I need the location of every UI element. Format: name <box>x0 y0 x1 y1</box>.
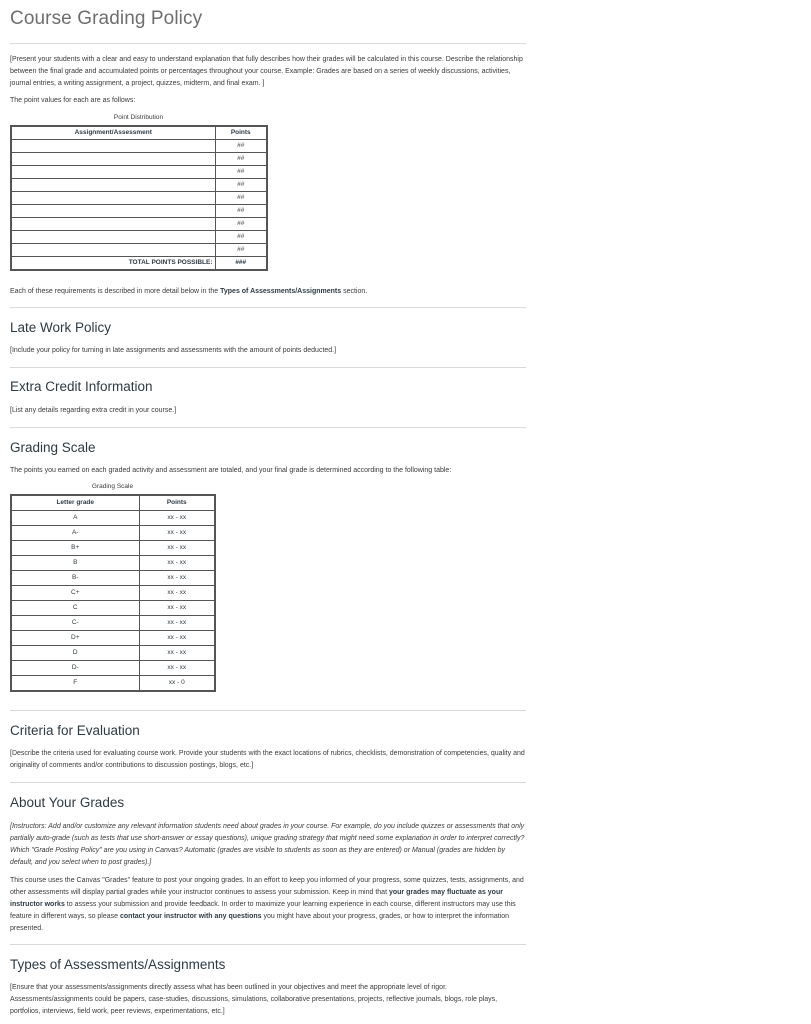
points-range-cell: xx - xx <box>139 556 215 571</box>
assignment-cell <box>11 166 215 179</box>
about-grades-body: This course uses the Canvas "Grades" feature to post your ongoing grades. In an effort to keep you informed of your progress, some quizzes, tests, assignments, and other assessments will display partial grades while your instructor continues to assess your submission. Keep in mind that your grades may fluctuate as your instructor works to assess your submission and provide feedback. In order to maximize your learning experience in each course, different instructors may use this feature in different ways, so please contact your instructor with any questions you might have about your progress, grades, or how to interpret the information presented. <box>10 877 524 932</box>
table-row <box>11 571 215 586</box>
points-range-cell: xx - 0 <box>139 676 215 692</box>
letter-grade-cell: D- <box>11 661 139 676</box>
letter-grade-cell: B- <box>11 571 139 586</box>
grading-scale-table <box>10 494 216 692</box>
column-header-assignment: Assignment/Assessment <box>11 126 215 140</box>
letter-grade-cell: C+ <box>11 586 139 601</box>
points-range-cell: xx - xx <box>139 571 215 586</box>
assignment-cell <box>11 231 215 244</box>
assignment-cell <box>11 244 215 257</box>
letter-grade-cell: C <box>11 601 139 616</box>
table-row <box>11 218 267 231</box>
assignment-cell <box>11 153 215 166</box>
grading-scale-heading: Grading Scale <box>10 440 96 455</box>
total-points-value: ### <box>215 257 267 271</box>
requirements-note: Each of these requirements is described in more detail below in the Types of Assessments/Assignments section. <box>10 288 368 295</box>
letter-grade-cell: D+ <box>11 631 139 646</box>
table-row <box>11 140 267 153</box>
points-cell: ## <box>215 153 267 166</box>
extra-credit-heading: Extra Credit Information <box>10 379 153 394</box>
types-heading: Types of Assessments/Assignments <box>10 957 226 972</box>
divider <box>10 43 526 44</box>
divider <box>10 367 526 368</box>
points-range-cell: xx - xx <box>139 616 215 631</box>
assignment-cell <box>11 205 215 218</box>
points-cell: ## <box>215 244 267 257</box>
intro-text: [Present your students with a clear and easy to understand explanation that fully describes how their grades will be calculated in this course. Describe the relationship between the final grade and accumulated points or percentages throughout your course. Example: Grades are based on a series of weekly discussions, activities, journal entries, a writing assignment, a project, quizzes, midterm, and final exam. ] <box>10 56 523 87</box>
points-range-cell: xx - xx <box>139 511 215 526</box>
criteria-text: [Describe the criteria used for evaluating course work. Provide your students with the exact locations of rubrics, checklists, demonstration of competencies, quality and originality of comments and/or contributions to discussion postings, blogs, etc.] <box>10 750 525 769</box>
page-title: Course Grading Policy <box>10 8 203 29</box>
late-work-heading: Late Work Policy <box>10 320 112 335</box>
table-row <box>11 586 215 601</box>
table-row <box>11 526 215 541</box>
points-range-cell: xx - xx <box>139 646 215 661</box>
divider <box>10 944 526 945</box>
total-points-label: TOTAL POINTS POSSIBLE: <box>11 257 215 271</box>
table-row <box>11 166 267 179</box>
grading-scale-caption: Grading Scale <box>91 483 134 490</box>
points-cell: ## <box>215 205 267 218</box>
table-row <box>11 541 215 556</box>
column-header-points: Points <box>215 126 267 140</box>
table-row <box>11 676 215 692</box>
points-cell: ## <box>215 218 267 231</box>
assignment-cell <box>11 192 215 205</box>
divider <box>10 710 526 711</box>
table-row <box>11 153 267 166</box>
about-grades-heading: About Your Grades <box>10 795 125 810</box>
table-row <box>11 556 215 571</box>
divider <box>10 782 526 783</box>
grades-fluctuate-emphasis: your grades may fluctuate as your instructor works <box>10 889 503 908</box>
points-range-cell: xx - xx <box>139 541 215 556</box>
letter-grade-cell: F <box>11 676 139 692</box>
table-row <box>11 631 215 646</box>
divider <box>10 307 526 308</box>
table-row <box>11 231 267 244</box>
instructor-note: [Instructors: Add and/or customize any relevant information students need about grades in your course. For example, do you include quizzes or assessments that only partially auto-grade (such as tests that use short-answer or essay questions), unique grading strategy that might need some explanation in order to interpret correctly? Which "Grade Posting Policy" are you using in Canvas? Automatic (grades are visible to students as soon as they are entered) or Manual (grades are hidden by default, and you select when to post grades).] <box>10 823 525 866</box>
assignment-cell <box>11 179 215 192</box>
letter-grade-cell: A <box>11 511 139 526</box>
points-cell: ## <box>215 179 267 192</box>
table-row <box>11 616 215 631</box>
column-header-letter-grade: Letter grade <box>11 495 139 511</box>
table-row <box>11 601 215 616</box>
types-text: [Ensure that your assessments/assignments directly assess what has been outlined in your objectives and meet the appropriate level of rigor. Assessments/assignments could be papers, case-studies, discussions, simulations, collaborative presentations, projects, reflective journals, blogs, role plays, portfolios, interviews, field work, peer reviews, experimentations, etc.] <box>10 984 498 1015</box>
points-range-cell: xx - xx <box>139 601 215 616</box>
extra-credit-text: [List any details regarding extra credit in your course.] <box>10 407 177 414</box>
table-row <box>11 205 267 218</box>
points-range-cell: xx - xx <box>139 661 215 676</box>
criteria-heading: Criteria for Evaluation <box>10 723 140 738</box>
types-section-reference: Types of Assessments/Assignments <box>220 288 342 295</box>
table-row <box>11 192 267 205</box>
point-distribution-caption: Point Distribution <box>113 114 164 121</box>
total-row <box>11 257 267 271</box>
points-cell: ## <box>215 140 267 153</box>
points-cell: ## <box>215 231 267 244</box>
points-range-cell: xx - xx <box>139 526 215 541</box>
point-values-text: The point values for each are as follows: <box>10 97 136 104</box>
letter-grade-cell: B+ <box>11 541 139 556</box>
points-cell: ## <box>215 166 267 179</box>
assignment-cell <box>11 140 215 153</box>
assignment-cell <box>11 218 215 231</box>
table-row <box>11 661 215 676</box>
divider <box>10 427 526 428</box>
letter-grade-cell: D <box>11 646 139 661</box>
points-range-cell: xx - xx <box>139 586 215 601</box>
point-distribution-table <box>10 125 268 271</box>
letter-grade-cell: B <box>11 556 139 571</box>
letter-grade-cell: C- <box>11 616 139 631</box>
table-row <box>11 511 215 526</box>
points-range-cell: xx - xx <box>139 631 215 646</box>
table-row <box>11 179 267 192</box>
table-row <box>11 244 267 257</box>
column-header-points: Points <box>139 495 215 511</box>
grading-scale-text: The points you earned on each graded activity and assessment are totaled, and your final grade is determined according to the following table: <box>10 467 452 474</box>
contact-instructor-emphasis: contact your instructor with any questions <box>120 913 262 920</box>
table-row <box>11 646 215 661</box>
points-cell: ## <box>215 192 267 205</box>
late-work-text: [Include your policy for turning in late assignments and assessments with the amount of points deducted.] <box>10 347 337 354</box>
letter-grade-cell: A- <box>11 526 139 541</box>
